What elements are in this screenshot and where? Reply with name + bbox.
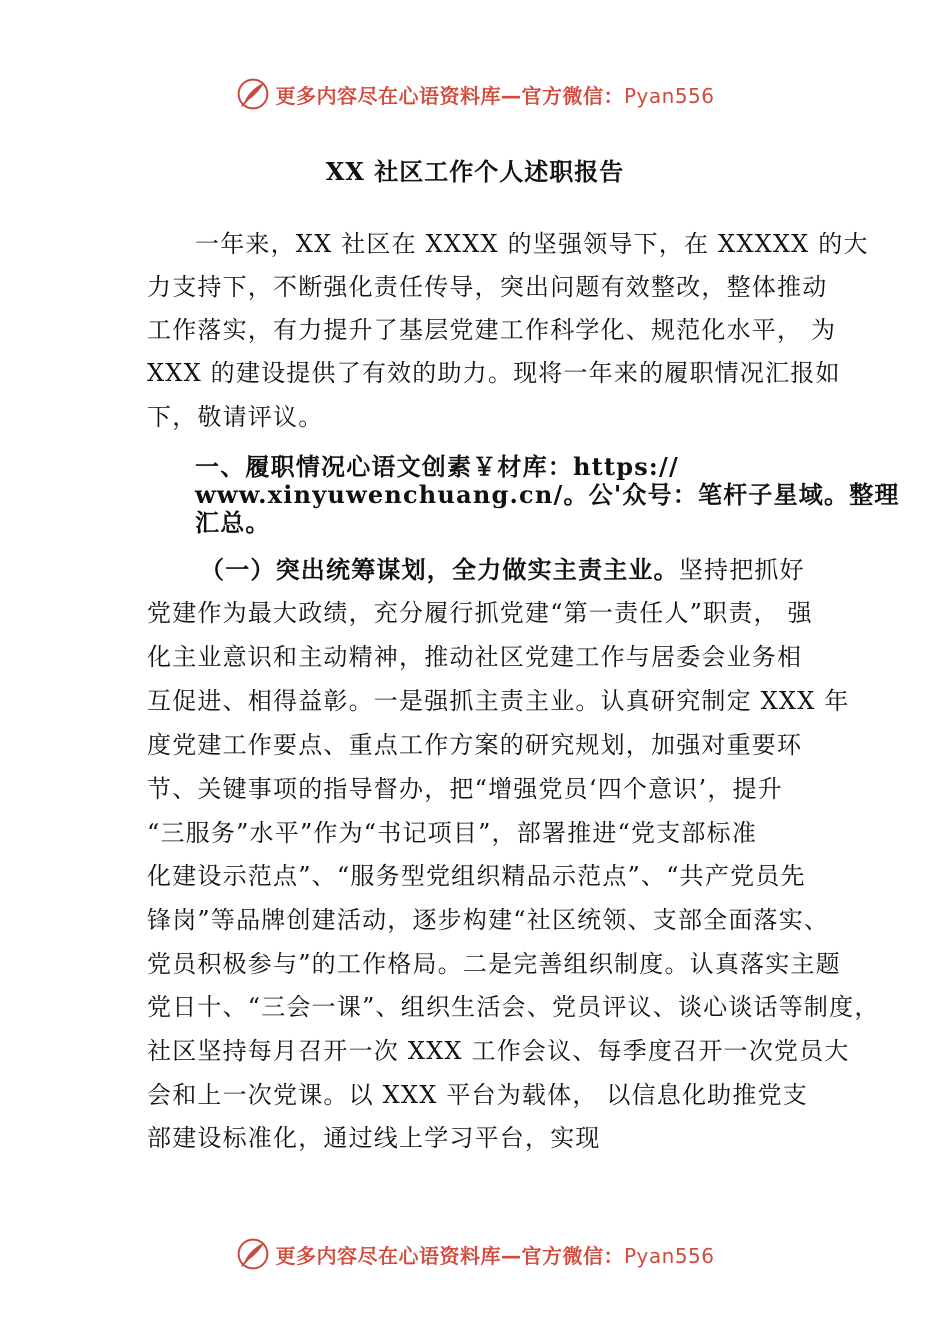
feather-pen-logo-icon — [235, 76, 271, 112]
body-line: 化建设示范点”、“服务型党组织精品示范点”、“共产党员先 — [147, 862, 806, 890]
document-title: XX 社区工作个人述职报告 — [325, 157, 625, 186]
body-line: 党员积极参与”的工作格局。二是完善组织制度。认真落实主题 — [147, 950, 841, 978]
body-line: 度党建工作要点、重点工作方案的研究规划，加强对重要环 — [147, 731, 803, 759]
paragraph-line: 工作落实，有力提升了基层党建工作科学化、规范化水平， 为 — [147, 316, 837, 344]
paragraph-line: 力支持下，不断强化责任传导，突出问题有效整改，整体推动 — [147, 273, 828, 301]
footer-watermark — [0, 1232, 950, 1276]
body-line: 互促进、相得益彰。一是强抓主责主业。认真研究制定 XXX 年 — [147, 687, 850, 715]
body-line: 社区坚持每月召开一次 XXX 工作会议、每季度召开一次党员大 — [147, 1037, 850, 1065]
paragraph-line: XXX 的建设提供了有效的助力。现将一年来的履职情况汇报如 — [147, 359, 841, 387]
subsection-text: 坚持把抓好 — [678, 556, 805, 584]
body-line: 部建设标准化，通过线上学习平台，实现 — [147, 1124, 601, 1152]
section-heading-line: www.xinyuwenchuang.cn/。公'众号：笔杆子星域。整理 — [195, 480, 900, 509]
feather-pen-logo-icon — [235, 1236, 271, 1272]
body-line: 锋岗”等品牌创建活动，逐步构建“社区统领、支部全面落实、 — [147, 906, 830, 934]
subsection-heading: （一）突出统筹谋划，全力做实主责主业。 — [200, 555, 679, 584]
header-watermark — [0, 72, 950, 116]
watermark-text: 更多内容尽在心语资料库—官方微信：Pyan556 — [275, 1243, 715, 1268]
paragraph-line: 下，敬请评议。 — [147, 403, 324, 431]
body-line: “三服务”水平”作为“书记项目”，部署推进“党支部标准 — [147, 819, 758, 847]
body-line: 会和上一次党课。以 XXX 平台为载体， 以信息化助推党支 — [147, 1081, 808, 1109]
watermark-text: 更多内容尽在心语资料库—官方微信：Pyan556 — [275, 83, 715, 108]
paragraph-line: 一年来，XX 社区在 XXXX 的坚强领导下，在 XXXXX 的大 — [195, 230, 869, 258]
subsection-line — [200, 555, 805, 585]
body-line: 化主业意识和主动精神，推动社区党建工作与居委会业务相 — [147, 643, 803, 671]
section-heading-line: 汇总。 — [195, 508, 271, 537]
body-line: 节、关键事项的指导督办，把“增强党员‘四个意识’，提升 — [147, 775, 783, 803]
body-line: 党日十、“三会一课”、组织生活会、党员评议、谈心谈话等制度， — [147, 993, 880, 1021]
section-heading-line: 一、履职情况心语文创素￥材库：https:// — [195, 452, 679, 481]
body-line: 党建作为最大政绩，充分履行抓党建“第一责任人”职责， 强 — [147, 599, 813, 627]
